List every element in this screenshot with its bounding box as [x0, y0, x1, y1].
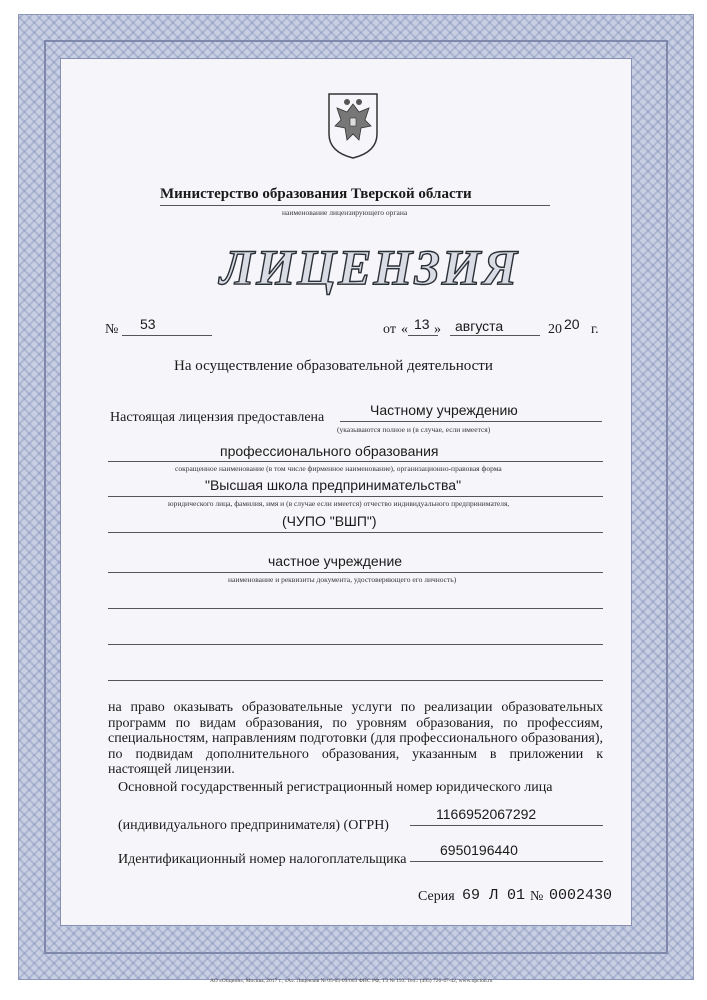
ogrn-rule [410, 825, 603, 826]
printer-footer: АО «Опцион», Москва, 2017 г., «А». Лицензия № 05-05-09/003 ФНС РФ, ТЗ № 193. Тел.: (495) 726-47-42, www.opcion.ru [210, 978, 493, 984]
blank-rule-2 [108, 644, 603, 645]
inn-label: Идентификационный номер налогоплательщика [118, 852, 407, 867]
inn-rule [410, 861, 603, 862]
date-day: 13 [414, 316, 430, 332]
blank-rule-3 [108, 680, 603, 681]
licensee-line2-rule [108, 461, 603, 462]
day-line [408, 335, 438, 336]
date-from-label: от [383, 322, 396, 337]
number-line [122, 335, 212, 336]
ogrn-label-line1: Основной государственный регистрационный номер юридического лица [118, 780, 553, 795]
rights-paragraph: на право оказывать образовательные услуги по реализации образовательных программ по видам образования, по уровням образования, по профессиям, специальностям, направлениям подготовки (для профессионального образования), по подвидам дополнительного образования, указанным в приложении к настоящей лицензии. [108, 700, 603, 777]
issuer-name: Министерство образования Тверской области [160, 186, 472, 202]
licensee-caption1: (указываются полное и (в случае, если имеется) [337, 425, 491, 434]
licensee-short-name: (ЧУПО "ВШП") [282, 513, 377, 529]
date-close-quote: » [434, 322, 441, 337]
series-label: Серия [418, 889, 455, 904]
license-number: 53 [140, 316, 156, 332]
number-sign: № [105, 322, 119, 337]
licensee-line3-rule [108, 496, 603, 497]
licensee-caption2: сокращенное наименование (в том числе фирменное наименование), организационно-правовая форма [175, 464, 502, 473]
ogrn-value: 1166952067292 [436, 806, 537, 822]
licensee-caption5: наименование и реквизиты документа, удостоверяющего его личность) [228, 575, 457, 584]
licensee-line4-rule [108, 532, 603, 533]
licensee-name-line2: профессионального образования [220, 443, 439, 459]
date-year-unit: г. [591, 322, 599, 337]
licensee-name-line3: "Высшая школа предпринимательства" [205, 477, 462, 493]
date-open-quote: « [401, 322, 408, 337]
date-year-prefix: 20 [548, 322, 562, 337]
licensee-name-line1: Частному учреждению [370, 402, 518, 418]
issuer-line [160, 205, 550, 206]
purpose: На осуществление образовательной деятельности [174, 358, 493, 374]
licensee-caption3: юридического лица, фамилия, имя и (в случае если имеется) отчество индивидуального предпринимателя, [168, 499, 510, 508]
date-year: 20 [564, 316, 580, 332]
licensee-label: Настоящая лицензия предоставлена [110, 410, 325, 425]
series-value: 69 Л 01 [462, 887, 526, 904]
blank-rule-1 [108, 608, 603, 609]
inn-value: 6950196440 [440, 842, 518, 858]
ogrn-label-line2: (индивидуального предпринимателя) (ОГРН) [118, 818, 389, 833]
series-number: 0002430 [549, 887, 613, 904]
issuer-caption: наименование лицензирующего органа [282, 208, 408, 217]
document-title: ЛИЦЕНЗИЯ [220, 239, 520, 295]
coat-of-arms-icon [325, 90, 381, 160]
date-month: августа [455, 318, 504, 334]
licensee-line1-rule [340, 421, 602, 422]
month-line [450, 335, 540, 336]
licensee-legal-form: частное учреждение [268, 553, 403, 569]
series-number-sign: № [530, 889, 544, 904]
licensee-line5-rule [108, 572, 603, 573]
